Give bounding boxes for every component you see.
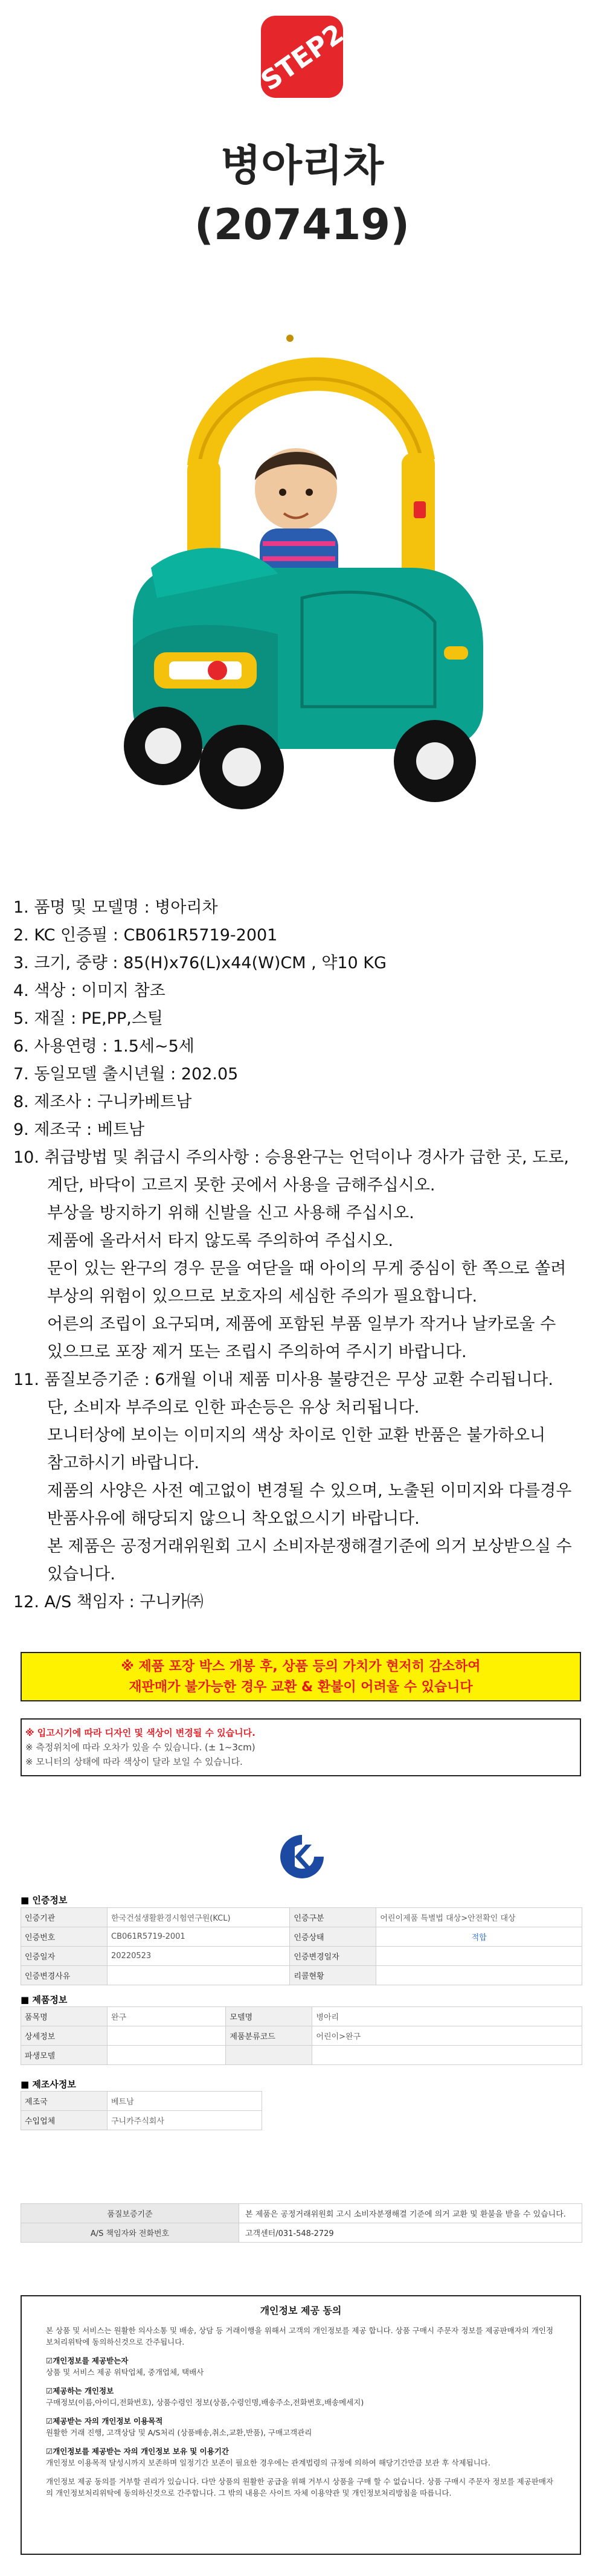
spec-item bbox=[13, 1116, 593, 1144]
spec-line: 단, 소비자 부주의로 인한 파손등은 유상 처리됩니다. bbox=[47, 1398, 420, 1417]
table-row bbox=[21, 2046, 582, 2065]
table-label-cell bbox=[226, 2046, 312, 2065]
table-label-cell: 리콜현황 bbox=[290, 1966, 376, 1985]
warning-line-2: 재판매가 불가능한 경우 교환 & 환불이 어려울 수 있습니다 bbox=[129, 1680, 473, 1695]
spec-item bbox=[13, 1588, 593, 1616]
table-label-cell: 파생모델 bbox=[21, 2046, 108, 2065]
spec-line: 12. A/S 책임자 : 구니카㈜ bbox=[13, 1593, 204, 1611]
step2-logo bbox=[254, 8, 350, 105]
spec-item bbox=[13, 1005, 593, 1033]
privacy-item bbox=[46, 2446, 556, 2468]
spec-item bbox=[13, 894, 593, 922]
table-value-cell: 한국건설생활환경시험연구원(KCL) bbox=[108, 1908, 290, 1927]
table-row bbox=[21, 2111, 262, 2130]
table-label-cell: A/S 책임자와 전화번호 bbox=[21, 2223, 239, 2243]
spec-item bbox=[13, 1033, 593, 1061]
spec-line: 있습니다. bbox=[47, 1565, 115, 1584]
kc-mark-icon bbox=[277, 1831, 327, 1882]
table-label-cell: 모델명 bbox=[226, 2007, 312, 2026]
table-label-cell: 제품분류코드 bbox=[226, 2026, 312, 2046]
spec-line: 9. 제조국 : 베트남 bbox=[13, 1120, 145, 1139]
spec-line: 2. KC 인증필 : CB061R5719-2001 bbox=[13, 926, 278, 945]
spec-line: 참고하시기 바랍니다. bbox=[47, 1454, 199, 1473]
spec-line: 어른의 조립이 요구되며, 제품에 포함된 부품 일부가 작거나 날카로울 수 bbox=[47, 1315, 556, 1334]
spec-line: 있으므로 포장 제거 또는 조립시 주의하여 주시기 바랍니다. bbox=[47, 1343, 467, 1361]
spec-line: 1. 품명 및 모델명 : 병아리차 bbox=[13, 898, 218, 917]
logo-text: STEP2 bbox=[255, 18, 350, 97]
table-value-cell: 고객센터/031-548-2729 bbox=[239, 2223, 582, 2243]
cert-heading: ■ 인증정보 bbox=[21, 1895, 68, 1906]
table-row bbox=[21, 2026, 582, 2046]
maker-info-table bbox=[21, 2091, 262, 2130]
spec-line: 제품의 사양은 사전 예고없이 변경될 수 있으며, 노출된 이미지와 다를경우 bbox=[47, 1482, 572, 1500]
table-label-cell: 인증변경사유 bbox=[21, 1966, 108, 1985]
table-row bbox=[21, 2223, 582, 2243]
privacy-outro: 개인정보 제공 동의를 거부할 권리가 있습니다. 다만 상품의 원활한 공급을 위해 거부시 상품을 구매 할 수 없습니다. 상품 구매시 주문자 정보를 제공판매자의 개인정보처리위탁에 동의하신것으로 간주합니다. 그 밖의 내용은 사이트 자체 이용약관 및 개인정보처리방침을 따릅니다. bbox=[46, 2477, 554, 2497]
spec-item bbox=[13, 1366, 593, 1588]
spec-line: 본 제품은 공정거래위원회 고시 소비자분쟁해결기준에 의거 보상받으실 수 bbox=[47, 1537, 572, 1556]
spec-line: 모니터상에 보이는 이미지의 색상 차이로 인한 교환 반품은 불가하오니 bbox=[47, 1426, 546, 1445]
privacy-item-heading: ☑개인정보를 제공받는 자의 개인정보 보유 및 이용기간 bbox=[46, 2447, 229, 2456]
spec-line: 11. 품질보증기준 : 6개월 이내 제품 미사용 불량건은 무상 교환 수리됩니다. bbox=[13, 1370, 553, 1389]
table-label-cell: 인증변경일자 bbox=[290, 1947, 376, 1966]
privacy-item-text: 원활한 거래 진행, 고객상담 및 A/S처리 (상품배송,취소,교환,반품), 구매고객관리 bbox=[46, 2428, 312, 2437]
table-value-cell bbox=[376, 1966, 582, 1985]
privacy-item bbox=[46, 2415, 556, 2438]
table-label-cell: 품목명 bbox=[21, 2007, 108, 2026]
table-value-cell bbox=[312, 2046, 582, 2065]
spec-line: 10. 취급방법 및 취급시 주의사항 : 승용완구는 언덕이나 경사가 급한 곳, 도로, bbox=[13, 1148, 569, 1167]
privacy-item-heading: ☑제공받는 자의 개인정보 이용목적 bbox=[46, 2417, 163, 2426]
product-title: 병아리차 bbox=[220, 141, 384, 190]
product-code: (207419) bbox=[194, 200, 410, 249]
spec-item bbox=[13, 1088, 593, 1116]
notice-box bbox=[21, 1718, 581, 1776]
spec-line: 3. 크기, 중량 : 85(H)x76(L)x44(W)CM , 약10 KG bbox=[13, 954, 387, 972]
table-row bbox=[21, 1966, 582, 1985]
spec-item bbox=[13, 949, 593, 977]
privacy-item-text: 상품 및 서비스 제공 위탁업체, 중개업체, 택배사 bbox=[46, 2368, 204, 2377]
spec-item bbox=[13, 1061, 593, 1088]
spec-line: 8. 제조사 : 구니카베트남 bbox=[13, 1093, 192, 1111]
spec-line: 제품에 올라서서 타지 않도록 주의하여 주십시오. bbox=[47, 1232, 394, 1250]
warning-line-1: ※ 제품 포장 박스 개봉 후, 상품 등의 가치가 현저히 감소하여 bbox=[121, 1659, 481, 1674]
table-label-cell: 품질보증기준 bbox=[21, 2204, 239, 2223]
table-value-cell bbox=[108, 1966, 290, 1985]
table-row bbox=[21, 1927, 582, 1947]
table-value-cell bbox=[108, 2026, 226, 2046]
table-label-cell: 수입업체 bbox=[21, 2111, 108, 2130]
spec-line: 5. 재질 : PE,PP,스틸 bbox=[13, 1009, 164, 1028]
table-row bbox=[21, 1908, 582, 1927]
table-row bbox=[21, 2092, 262, 2111]
privacy-item-heading: ☑개인정보를 제공받는자 bbox=[46, 2356, 129, 2365]
spec-line: 문이 있는 완구의 경우 문을 여닫을 때 아이의 무게 중심이 한 쪽으로 쏠려 bbox=[47, 1259, 567, 1278]
spec-line: 반품사유에 해당되지 않으니 착오없으시기 바랍니다. bbox=[47, 1509, 420, 1528]
return-warning-box bbox=[21, 1652, 581, 1701]
table-row bbox=[21, 2007, 582, 2026]
spec-line: 계단, 바닥이 고르지 못한 곳에서 사용을 금해주십시오. bbox=[47, 1176, 435, 1195]
product-image-ride-on-car bbox=[97, 284, 519, 815]
privacy-item bbox=[46, 2355, 556, 2378]
spec-item bbox=[13, 922, 593, 949]
privacy-item-text: 구매정보(이름,아이디,전화번호), 상품수령인 정보(상품,수령인명,배송주소,전화번호,배송메세지) bbox=[46, 2398, 364, 2407]
table-label-cell: 인증일자 bbox=[21, 1947, 108, 1966]
quality-as-table bbox=[21, 2203, 582, 2243]
table-value-cell: 적합 bbox=[376, 1927, 582, 1947]
spec-line: 7. 동일모델 출시년월 : 202.05 bbox=[13, 1065, 239, 1084]
table-label-cell: 인증기관 bbox=[21, 1908, 108, 1927]
table-label-cell: 인증구분 bbox=[290, 1908, 376, 1927]
notice-monitor-color: ※ 모니터의 상태에 따라 색상이 달라 보일 수 있습니다. bbox=[25, 1756, 243, 1767]
table-value-cell: 베트남 bbox=[108, 2092, 262, 2111]
spec-line: 4. 색상 : 이미지 참조 bbox=[13, 981, 165, 1000]
cert-table bbox=[21, 1907, 582, 1985]
table-label-cell: 인증상태 bbox=[290, 1927, 376, 1947]
maker-info-heading: ■ 제조사정보 bbox=[21, 2079, 76, 2090]
table-row bbox=[21, 1947, 582, 1966]
table-value-cell: 완구 bbox=[108, 2007, 226, 2026]
table-value-cell: 병아리 bbox=[312, 2007, 582, 2026]
spec-line: 부상을 방지하기 위해 신발을 신고 사용해 주십시오. bbox=[47, 1204, 414, 1222]
table-label-cell: 제조국 bbox=[21, 2092, 108, 2111]
spec-item bbox=[13, 1144, 593, 1366]
spec-line: 6. 사용연령 : 1.5세~5세 bbox=[13, 1037, 194, 1056]
privacy-item-heading: ☑제공하는 개인정보 bbox=[46, 2386, 114, 2395]
spec-list bbox=[13, 894, 593, 1616]
privacy-consent-box bbox=[21, 2295, 581, 2555]
table-value-cell: 본 제품은 공정거래위원회 고시 소비자분쟁해결 기준에 의거 교환 및 환불을 받을 수 있습니다. bbox=[239, 2204, 582, 2223]
notice-design-change: ※ 입고시기에 따라 디자인 및 색상이 변경될 수 있습니다. bbox=[25, 1727, 255, 1738]
notice-measurement: ※ 측정위치에 따라 오차가 있을 수 있습니다. (± 1~3cm) bbox=[25, 1742, 255, 1753]
table-value-cell: 어린이제품 특별법 대상>안전확인 대상 bbox=[376, 1908, 582, 1927]
privacy-intro: 본 상품 및 서비스는 원활한 의사소통 및 배송, 상담 등 거래이행을 위해서 고객의 개인정보를 제공 합니다. 상품 구매시 주문자 정보를 제공판매자의 개인정보처리위탁에 동의하신것으로 간주됩니다. bbox=[46, 2326, 554, 2346]
table-label-cell: 상세정보 bbox=[21, 2026, 108, 2046]
table-row bbox=[21, 2204, 582, 2223]
privacy-item bbox=[46, 2385, 556, 2408]
spec-line: 부상의 위험이 있으므로 보호자의 세심한 주의가 필요합니다. bbox=[47, 1287, 478, 1306]
table-value-cell: 20220523 bbox=[108, 1947, 290, 1966]
table-value-cell bbox=[108, 2046, 226, 2065]
spec-item bbox=[13, 977, 593, 1005]
privacy-title: 개인정보 제공 동의 bbox=[260, 2305, 342, 2316]
product-info-table bbox=[21, 2006, 582, 2065]
table-value-cell: 구니카주식회사 bbox=[108, 2111, 262, 2130]
table-value-cell: CB061R5719-2001 bbox=[108, 1927, 290, 1947]
table-value-cell: 어린이>완구 bbox=[312, 2026, 582, 2046]
table-value-cell bbox=[376, 1947, 582, 1966]
product-info-heading: ■ 제품정보 bbox=[21, 1994, 68, 2005]
table-label-cell: 인증번호 bbox=[21, 1927, 108, 1947]
privacy-item-text: 개인정보 이용목적 달성시까지 보존하며 일정기간 보존이 필요한 경우에는 관계법령의 규정에 의하여 해당기간만큼 보관 후 삭제됩니다. bbox=[46, 2458, 490, 2467]
